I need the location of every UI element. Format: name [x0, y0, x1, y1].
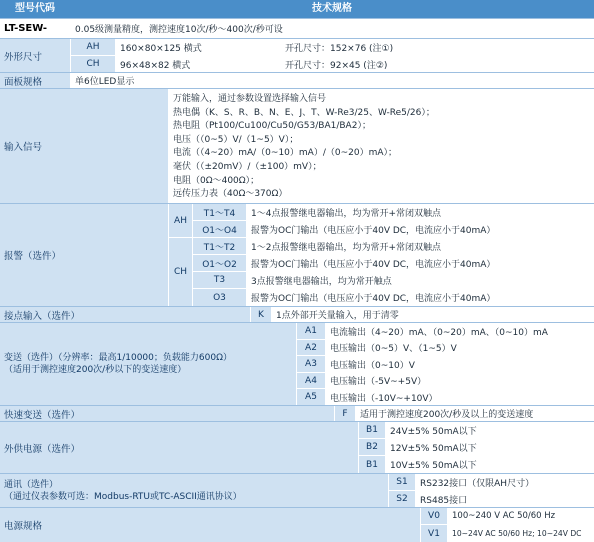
power-out-text: 24V±5% 50mA以下 [386, 422, 594, 438]
row-divider [0, 473, 594, 474]
input-line: 热电阻（Pt100/Cu100/Cu50/G53/BA1/BA2）； [173, 121, 371, 132]
power-label: 电源规格 [0, 508, 420, 542]
transmit-text: 电压输出（0~10）V [326, 356, 594, 372]
row-divider [0, 38, 594, 39]
transmit-code: A4 [297, 373, 325, 388]
alarm-text: 报警为OC门输出（电压应小于40V DC，电流应小于40mA） [247, 289, 594, 306]
alarm-sub: T1～T4 [193, 204, 246, 220]
panel-label: 面板规格 [0, 73, 70, 88]
alarm-text: 报警为OC门输出（电压应小于40V DC，电流应小于40mA） [247, 255, 594, 271]
alarm-ah-code: AH [169, 204, 192, 237]
transmit-text: 电流输出（4~20）mA、（0~20）mA、（0~10）mA [326, 323, 594, 339]
row-divider [0, 88, 594, 89]
comm-label [0, 474, 388, 507]
input-line: 热电偶（K、S、R、B、N、E、J、T、W-Re3/25、W-Re5/26）； [173, 107, 435, 118]
size-label: 外形尺寸 [0, 39, 70, 72]
input-line: 电流（（4~20）mA/（0~10）mA）/（0~20）mA）； [173, 148, 397, 159]
transmit-label [0, 323, 296, 405]
contact-code: K [251, 307, 271, 322]
alarm-text: 1～4点报警继电器输出，均为常开+常闭双触点 [247, 204, 594, 220]
header-spec: 技术规格 [312, 3, 352, 14]
alarm-sub: O1～O2 [193, 255, 246, 271]
row-divider [0, 306, 594, 307]
power-out-text: 12V±5% 50mA以下 [386, 439, 594, 455]
transmit-text: 电压输出（-10V~+10V） [326, 389, 594, 405]
size-dims-ch: 96×48×82 横式 [116, 56, 280, 72]
power-out-label: 外供电源（选件） [0, 422, 358, 473]
alarm-sub: O1～O4 [193, 221, 246, 237]
input-line: 远传压力表（40Ω～370Ω） [173, 189, 288, 200]
row-divider [0, 421, 594, 422]
comm-code: S2 [389, 491, 415, 507]
power-code: V0 [421, 508, 447, 524]
header-model-code: 型号代码 [15, 3, 55, 14]
model-desc: 0.05级测量精度，测控速度10次/秒～400次/秒可设 [71, 19, 594, 38]
transmit-text: 电压输出（-5V~+5V） [326, 373, 594, 388]
row-divider [0, 72, 594, 73]
power-text: 10~24V AC 50/60 Hz; 10~24V DC [448, 525, 594, 542]
power-code: V1 [421, 525, 447, 542]
alarm-text: 1～2点报警继电器输出，均为常开+常闭双触点 [247, 238, 594, 254]
comm-text: RS485接口 [416, 491, 594, 507]
power-text: 100~240 V AC 50/60 Hz [448, 508, 594, 524]
transmit-code: A2 [297, 340, 325, 355]
row-divider [0, 507, 594, 508]
power-out-code: B1 [359, 422, 385, 438]
input-line: 万能输入，通过参数设置选择输入信号 [173, 94, 327, 104]
comm-title: 通讯（选件） [4, 479, 59, 490]
power-out-code: B1 [359, 456, 385, 473]
transmit-note: （适用于测控速度200次/秒以下的变送速度） [4, 365, 187, 375]
power-out-code: B2 [359, 439, 385, 455]
fast-text: 适用于测控速度200次/秒及以上的变送速度 [356, 406, 594, 421]
row-divider [0, 405, 594, 406]
power-out-text: 10V±5% 50mA以下 [386, 456, 594, 473]
alarm-sub: T3 [193, 272, 246, 288]
model-code: LT-SEW- [0, 19, 70, 38]
alarm-text: 报警为OC门输出（电压应小于40V DC，电流应小于40mA） [247, 221, 594, 237]
row-divider [0, 203, 594, 204]
row-divider [0, 18, 594, 19]
alarm-text: 3点报警继电器输出，均为常开触点 [247, 272, 594, 288]
size-code-ah: AH [71, 39, 115, 55]
transmit-title: 变送（选件）（分辨率：最高1/10000；负载能力600Ω） [4, 353, 232, 363]
input-lines [169, 89, 594, 203]
comm-note: （通过仪表参数可选：Modbus-RTU或TC-ASCII通讯协议） [4, 491, 242, 502]
size-cut-ah: 开孔尺寸：152×76 (注①) [281, 39, 594, 55]
input-line: 毫伏（（±20mV）/（±100）mV）； [173, 161, 322, 172]
input-line: 电压（（0~5）V/（1~5）V）； [173, 134, 299, 145]
panel-value: 单6位LED显示 [71, 73, 594, 88]
size-dims-ah: 160×80×125 横式 [116, 39, 280, 55]
transmit-code: A3 [297, 356, 325, 372]
transmit-code: A5 [297, 389, 325, 405]
comm-code: S1 [389, 474, 415, 490]
comm-text: RS232接口（仅限AH尺寸） [416, 474, 594, 490]
fast-code: F [335, 406, 355, 421]
size-cut-ch: 开孔尺寸：92×45 (注②) [281, 56, 594, 72]
input-label: 输入信号 [0, 89, 168, 203]
size-code-ch: CH [71, 56, 115, 72]
input-line: 电阻（0Ω～400Ω）； [173, 175, 260, 186]
contact-text: 1点外部开关量输入，用于清零 [272, 307, 594, 322]
fast-label: 快速变送（选件） [0, 406, 334, 421]
alarm-sub: O3 [193, 289, 246, 306]
alarm-sub: T1～T2 [193, 238, 246, 254]
transmit-text: 电压输出（0~5）V、（1~5）V [326, 340, 594, 355]
alarm-label: 报警（选件） [0, 204, 168, 306]
contact-label: 接点输入（选件） [0, 307, 250, 322]
alarm-ch-code: CH [169, 238, 192, 306]
transmit-code: A1 [297, 323, 325, 339]
row-divider [0, 322, 594, 323]
